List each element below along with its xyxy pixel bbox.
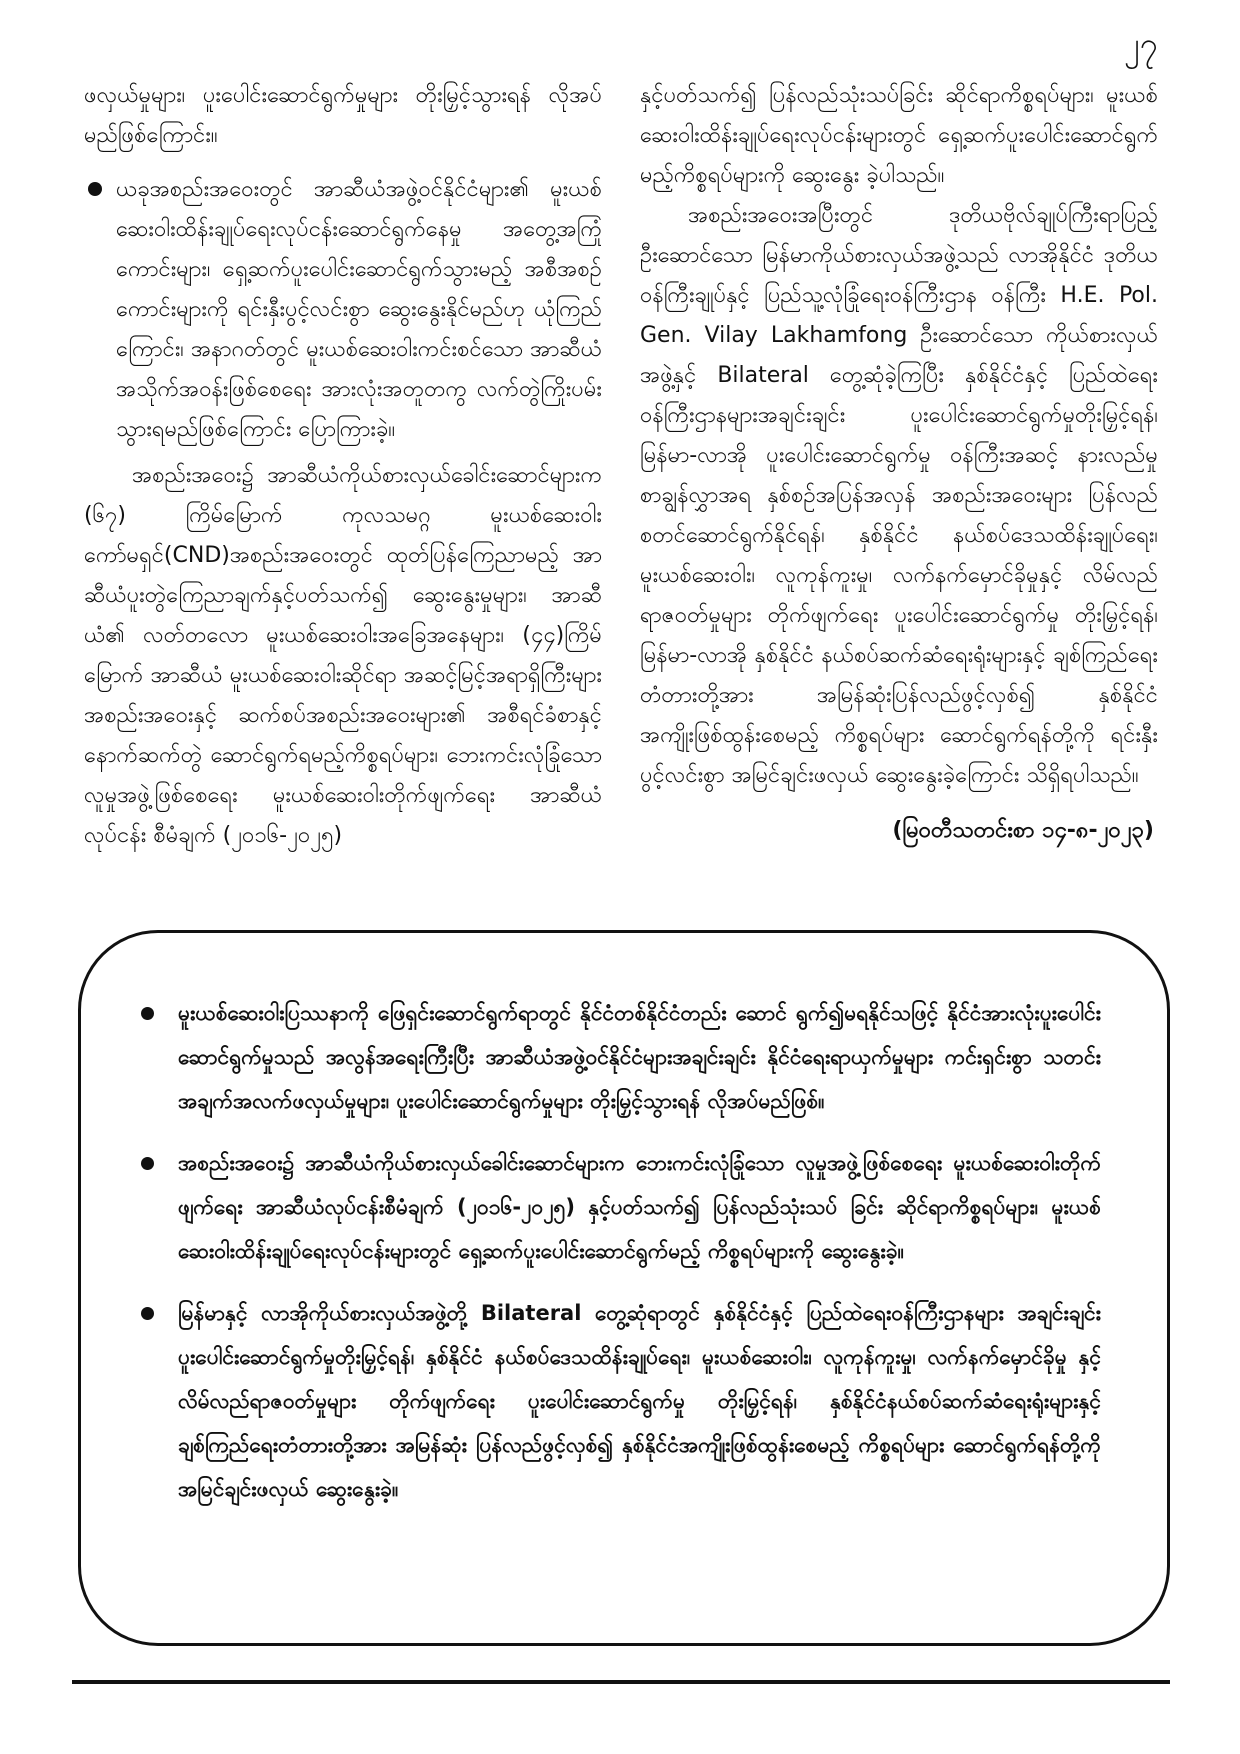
page-number: ၂၇ [1124, 25, 1158, 63]
left-paragraph-2: အစည်းအဝေး၌ အာဆီယံကိုယ်စားလှယ်ခေါင်းဆောင်များက (၆၇) ကြိမ်မြောက် ကုလသမဂ္ဂ မူးယစ်ဆေးဝါးကော်မရှင်(CND)အစည်းအဝေးတွင် ထုတ်ပြန်ကြေညာမည့် အာဆီယံပူးတွဲကြေညာချက်နှင့်ပတ်သက်၍ ဆွေးနွေးမှုများ၊ အာဆီယံ၏ လတ်တလော မူးယစ်ဆေးဝါးအခြေအနေများ၊ (၄၄)ကြိမ်မြောက် အာဆီယံ မူးယစ်ဆေးဝါးဆိုင်ရာ အဆင့်မြင့်အရာရှိကြီးများ အစည်းအဝေးနှင့် ဆက်စပ်အစည်းအဝေးများ၏ အစီရင်ခံစာနှင့်နောက်ဆက်တွဲ ဆောင်ရွက်ရမည့်ကိစ္စရပ်များ၊ ဘေးကင်းလုံခြုံသော လူမှုအဖွဲ့ဖြစ်စေရေး မူးယစ်ဆေးဝါးတိုက်ဖျက်ရေး အာဆီယံလုပ်ငန်း စီမံချက် (၂၀၁၆-၂၀၂၅) [84, 463, 602, 848]
bullet-dot-icon [88, 182, 102, 196]
bullet-dot-icon [141, 1007, 154, 1020]
summary-item-text: မြန်မာနှင့် လာအိုကိုယ်စားလှယ်အဖွဲ့တို့ Bilateral တွေ့ဆုံရာတွင် နှစ်နိုင်ငံနှင့် ပြည်ထဲရေးဝန်ကြီးဌာနများ အချင်းချင်း ပူးပေါင်းဆောင်ရွက်မှုတိုးမြှင့်ရန်၊ နှစ်နိုင်ငံ နယ်စပ်ဒေသထိန်းချုပ်ရေး၊ မူးယစ်ဆေးဝါး၊ လူကုန်ကူးမှု၊ လက်နက်မှောင်ခိုမှု နှင့် လိမ်လည်ရာဇဝတ်မှုများ တိုက်ဖျက်ရေး ပူးပေါင်းဆောင်ရွက်မှု တိုးမြှင့်ရန်၊ နှစ်နိုင်ငံနယ်စပ်ဆက်ဆံရေးရုံးများနှင့် ချစ်ကြည်ရေးတံတားတို့အား အမြန်ဆုံး ပြန်လည်ဖွင့်လှစ်၍ နှစ်နိုင်ငံအကျိုးဖြစ်ထွန်းစေမည့် ကိစ္စရပ်များ ဆောင်ရွက်ရန်တို့ကို အမြင်ချင်းဖလှယ် ဆွေးနွေးခဲ့။ [178, 1301, 1101, 1501]
summary-item [141, 1141, 1101, 1273]
summary-item [141, 1291, 1101, 1511]
right-paragraph-1: နှင့်ပတ်သက်၍ ပြန်လည်သုံးသပ်ခြင်း ဆိုင်ရာကိစ္စရပ်များ၊ မူးယစ်ဆေးဝါးထိန်းချုပ်ရေးလုပ်ငန်းများတွင် ရှေ့ဆက်ပူးပေါင်းဆောင်ရွက်မည့်ကိစ္စရပ်များကို ဆွေးနွေး ခဲ့ပါသည်။ [640, 83, 1158, 188]
left-bullet-text: ယခုအစည်းအဝေးတွင် အာဆီယံအဖွဲ့ဝင်နိုင်ငံများ၏ မူးယစ်ဆေးဝါးထိန်းချုပ်ရေးလုပ်ငန်းဆောင်ရွက်နေမှု အတွေ့အကြုံကောင်းများ၊ ရှေ့ဆက်ပူးပေါင်းဆောင်ရွက်သွားမည့် အစီအစဉ်ကောင်းများကို ရင်းနှီးပွင့်လင်းစွာ ဆွေးနွေးနိုင်မည်ဟု ယုံကြည်ကြောင်း၊ အနာဂတ်တွင် မူးယစ်ဆေးဝါးကင်းစင်သော အာဆီယံအသိုက်အဝန်းဖြစ်စေရေး အားလုံးအတူတကွ လက်တွဲကြိုးပမ်းသွားရမည်ဖြစ်ကြောင်း ပြောကြားခဲ့။ [116, 177, 602, 442]
left-bullet-item [84, 170, 602, 450]
left-column [84, 76, 602, 856]
news-source-citation: (မြဝတီသတင်းစာ ၁၄-၈-၂၀၂၃) [892, 818, 1154, 843]
article-columns [84, 76, 1158, 856]
bullet-dot-icon [141, 1307, 154, 1320]
summary-item-text: မူးယစ်ဆေးဝါးပြဿနာကို ဖြေရှင်းဆောင်ရွက်ရာတွင် နိုင်ငံတစ်နိုင်ငံတည်း ဆောင် ရွက်၍မရနိုင်သဖြင့် နိုင်ငံအားလုံးပူးပေါင်းဆောင်ရွက်မှုသည် အလွန်အရေးကြီးပြီး အာဆီယံအဖွဲ့ဝင်နိုင်ငံများအချင်းချင်း နိုင်ငံရေးရာယှက်မှုများ ကင်းရှင်းစွာ သတင်းအချက်အလက်ဖလှယ်မှုများ၊ ပူးပေါင်းဆောင်ရွက်မှုများ တိုးမြှင့်သွားရန် လိုအပ်မည်ဖြစ်။ [178, 1001, 1101, 1113]
footer-divider [72, 1680, 1170, 1684]
summary-box [78, 930, 1170, 1646]
right-paragraph-2: အစည်းအဝေးအပြီးတွင် ဒုတိယဗိုလ်ချုပ်ကြီးရာပြည့် ဦးဆောင်သော မြန်မာကိုယ်စားလှယ်အဖွဲ့သည် လာအိုနိုင်ငံ ဒုတိယဝန်ကြီးချုပ်နှင့် ပြည်သူ့လုံခြုံရေးဝန်ကြီးဌာန ဝန်ကြီး H.E. Pol. Gen. Vilay Lakhamfong ဦးဆောင်သော ကိုယ်စားလှယ်အဖွဲ့နှင့် Bilateral တွေ့ဆုံခဲ့ကြပြီး နှစ်နိုင်ငံနှင့် ပြည်ထဲရေးဝန်ကြီးဌာနများအချင်းချင်း ပူးပေါင်းဆောင်ရွက်မှုတိုးမြှင့်ရန်၊ မြန်မာ-လာအို ပူးပေါင်းဆောင်ရွက်မှု ဝန်ကြီးအဆင့် နားလည်မှုစာချွန်လွှာအရ နှစ်စဉ်အပြန်အလှန် အစည်းအဝေးများ ပြန်လည်စတင်ဆောင်ရွက်နိုင်ရန်၊ နှစ်နိုင်ငံ နယ်စပ်ဒေသထိန်းချုပ်ရေး၊ မူးယစ်ဆေးဝါး၊ လူကုန်ကူးမှု၊ လက်နက်မှောင်ခိုမှုနှင့် လိမ်လည်ရာဇဝတ်မှုများ တိုက်ဖျက်ရေး ပူးပေါင်းဆောင်ရွက်မှု တိုးမြှင့်ရန်၊ မြန်မာ-လာအို နှစ်နိုင်ငံ နယ်စပ်ဆက်ဆံရေးရုံးများနှင့် ချစ်ကြည်ရေးတံတားတို့အား အမြန်ဆုံးပြန်လည်ဖွင့်လှစ်၍ နှစ်နိုင်ငံအကျိုးဖြစ်ထွန်းစေမည့် ကိစ္စရပ်များ ဆောင်ရွက်ရန်တို့ကို ရင်းနှီးပွင့်လင်းစွာ အမြင်ချင်းဖလှယ် ဆွေးနွေးခဲ့ကြောင်း သိရှိရပါသည်။ [640, 203, 1158, 788]
summary-item-text: အစည်းအဝေး၌ အာဆီယံကိုယ်စားလှယ်ခေါင်းဆောင်များက ဘေးကင်းလုံခြုံသော လူမှုအဖွဲ့ဖြစ်စေရေး မူးယစ်ဆေးဝါးတိုက်ဖျက်ရေး အာဆီယံလုပ်ငန်းစီမံချက် (၂၀၁၆-၂၀၂၅) နှင့်ပတ်သက်၍ ပြန်လည်သုံးသပ် ခြင်း ဆိုင်ရာကိစ္စရပ်များ၊ မူးယစ်ဆေးဝါးထိန်းချုပ်ရေးလုပ်ငန်းများတွင် ရှေ့ဆက်ပူးပေါင်းဆောင်ရွက်မည့် ကိစ္စရပ်များကို ဆွေးနွေးခဲ့။ [178, 1151, 1101, 1263]
left-paragraph-1: ဖလှယ်မှုများ၊ ပူးပေါင်းဆောင်ရွက်မှုများ တိုးမြှင့်သွားရန် လိုအပ်မည်ဖြစ်ကြောင်း။ [84, 83, 602, 148]
bullet-dot-icon [141, 1157, 154, 1170]
summary-item [141, 991, 1101, 1123]
right-column [640, 76, 1158, 856]
